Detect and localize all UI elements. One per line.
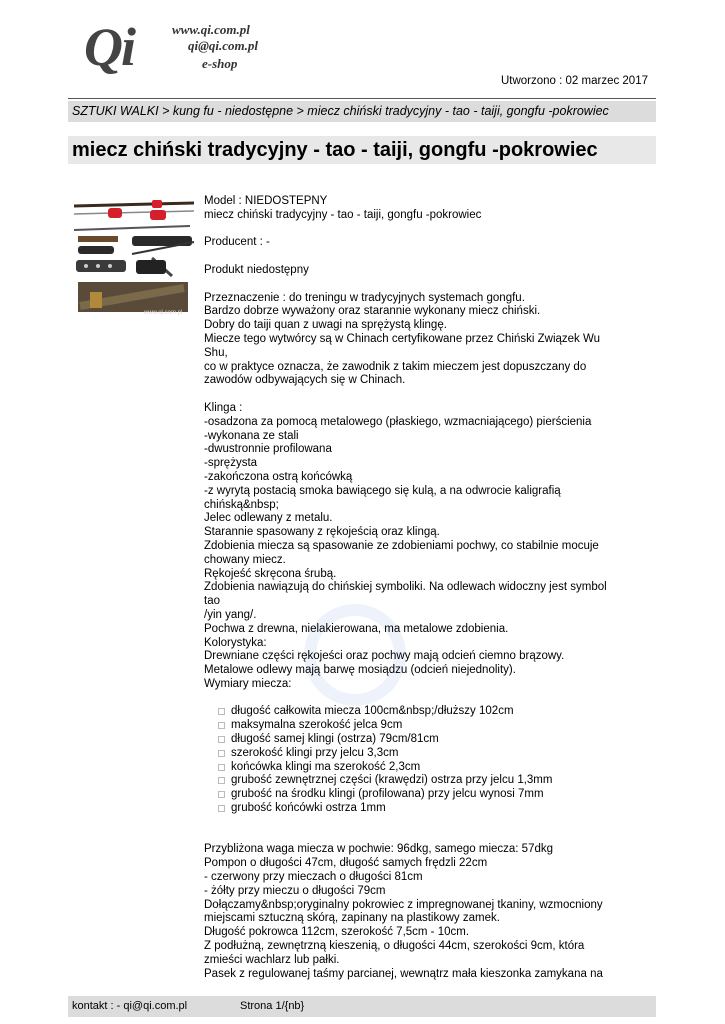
text-line: miejscami sztuczną skórą, zapinany na plastikowy zamek. <box>204 912 500 925</box>
text-line: Starannie spasowany z rękojeścią oraz klingą. <box>204 526 440 539</box>
text-line: Długość pokrowca 112cm, szerokość 7,5cm - 10cm. <box>204 926 470 939</box>
text-line: Pasek z regulowanej taśmy parcianej, wewnątrz mała kieszonka zamykana na <box>204 967 603 980</box>
dimensions-list <box>204 705 624 815</box>
logo-shop: e-shop <box>202 56 238 71</box>
text-line: Z podłużną, zewnętrzną kieszenią, o długości 44cm, szerokości 9cm, która <box>204 940 585 953</box>
text-line: zmieści wachlarz lub pałki. <box>204 953 340 966</box>
logo-mark: Qi <box>84 17 134 77</box>
list-item: szerokość klingi przy jelcu 3,3cm <box>218 747 624 761</box>
text-line: Przybliżona waga miecza w pochwie: 96dkg, samego miecza: 57dkg <box>204 843 554 856</box>
text-line: - żółty przy mieczu o długości 79cm <box>204 884 386 897</box>
site-logo <box>76 14 300 78</box>
text-line: Drewniane części rękojeści oraz pochwy mają odcień ciemno brązowy. <box>204 650 565 663</box>
text-line: chowany miecz. <box>204 553 286 566</box>
text-line: Dobry do taiji quan z uwagi na sprężystą klingę. <box>204 319 447 332</box>
text-line: Jelec odlewany z metalu. <box>204 512 333 525</box>
logo-email: qi@qi.com.pl <box>188 38 259 53</box>
blade-section <box>204 402 624 692</box>
list-item: grubość na środku klingi (profilowana) przy jelcu wynosi 7mm <box>218 788 624 802</box>
page-footer <box>68 996 656 1017</box>
text-line: Miecze tego wytwórcy są w Chinach certyfikowane przez Chiński Związek Wu Shu, <box>204 332 601 359</box>
text-line: Bardzo dobrze wyważony oraz starannie wykonany miecz chiński. <box>204 305 541 318</box>
list-item: końcówka klingi ma szerokość 2,3cm <box>218 761 624 775</box>
text-line: - czerwony przy mieczach o długości 81cm <box>204 871 423 884</box>
page-title: miecz chiński tradycyjny - tao - taiji, gongfu -pokrowiec <box>68 136 656 164</box>
text-line: -dwustronnie profilowana <box>204 443 332 456</box>
text-line: Zdobienia nawiązują do chińskiej symboliki. Na odlewach widoczny jest symbol tao <box>204 581 607 608</box>
text-line: Wymiary miecza: <box>204 677 292 690</box>
purpose-paragraph <box>204 292 624 389</box>
text-line: Pompon o długości 47cm, długość samych frędzli 22cm <box>204 857 488 870</box>
producer-line: Producent : - <box>204 236 270 249</box>
text-line: co w praktyce oznacza, że zawodnik z takim mieczem jest dopuszczany do <box>204 360 587 373</box>
page-number: Strona 1/{nb} <box>240 1000 305 1012</box>
list-item: grubość końcówki ostrza 1mm <box>218 802 624 816</box>
text-line: Kolorystyka: <box>204 636 267 649</box>
text-line: Rękojeść skręcona śrubą. <box>204 567 337 580</box>
breadcrumb: SZTUKI WALKI > kung fu - niedostępne > miecz chiński tradycyjny - tao - taiji, gongfu -pokrowiec <box>68 101 656 122</box>
text-line: -wykonana ze stali <box>204 429 299 442</box>
text-line: -z wyrytą postacią smoka bawiącego się kulą, a na odwrocie kaligrafią <box>204 484 561 497</box>
header-divider <box>68 98 656 99</box>
text-line: -sprężysta <box>204 457 258 470</box>
product-name-line: miecz chiński tradycyjny - tao - taiji, gongfu -pokrowiec <box>204 208 482 221</box>
text-line: Zdobienia miecza są spasowanie ze zdobieniami pochwy, co stabilnie mocuje <box>204 539 599 552</box>
text-line: Klinga : <box>204 401 243 414</box>
text-line: -osadzona za pomocą metalowego (płaskiego, wzmacniającego) pierścienia <box>204 415 592 428</box>
extra-section <box>204 843 624 981</box>
list-item: długość całkowita miecza 100cm&nbsp;/dłuższy 102cm <box>218 705 624 719</box>
list-item: maksymalna szerokość jelca 9cm <box>218 719 624 733</box>
text-line: Metalowe odlewy mają barwę mosiądzu (odcień niejednolity). <box>204 664 516 677</box>
text-line: Przeznaczenie : do treningu w tradycyjnych systemach gongfu. <box>204 291 525 304</box>
product-description <box>204 195 624 981</box>
availability-line: Produkt niedostępny <box>204 263 309 276</box>
text-line: /yin yang/. <box>204 608 257 621</box>
text-line: -zakończona ostrą końcówką <box>204 470 353 483</box>
footer-contact: kontakt : - qi@qi.com.pl <box>72 1000 188 1012</box>
text-line: Dołączamy&nbsp;oryginalny pokrowiec z impregnowanej tkaniny, wzmocniony <box>204 898 603 911</box>
created-date: Utworzono : 02 marzec 2017 <box>500 75 648 87</box>
model-line: Model : NIEDOSTEPNY <box>204 195 328 207</box>
text-line: zawodów odbywających się w Chinach. <box>204 374 406 387</box>
product-image <box>72 196 196 318</box>
text-line: chińską&nbsp; <box>204 498 279 511</box>
list-item: długość samej klingi (ostrza) 79cm/81cm <box>218 733 624 747</box>
image-watermark: www.qi.com.pl <box>144 310 183 316</box>
text-line: Pochwa z drewna, nielakierowana, ma metalowe zdobienia. <box>204 622 509 635</box>
list-item: grubość zewnętrznej części (krawędzi) ostrza przy jelcu 1,3mm <box>218 774 624 788</box>
logo-url: www.qi.com.pl <box>172 22 250 37</box>
